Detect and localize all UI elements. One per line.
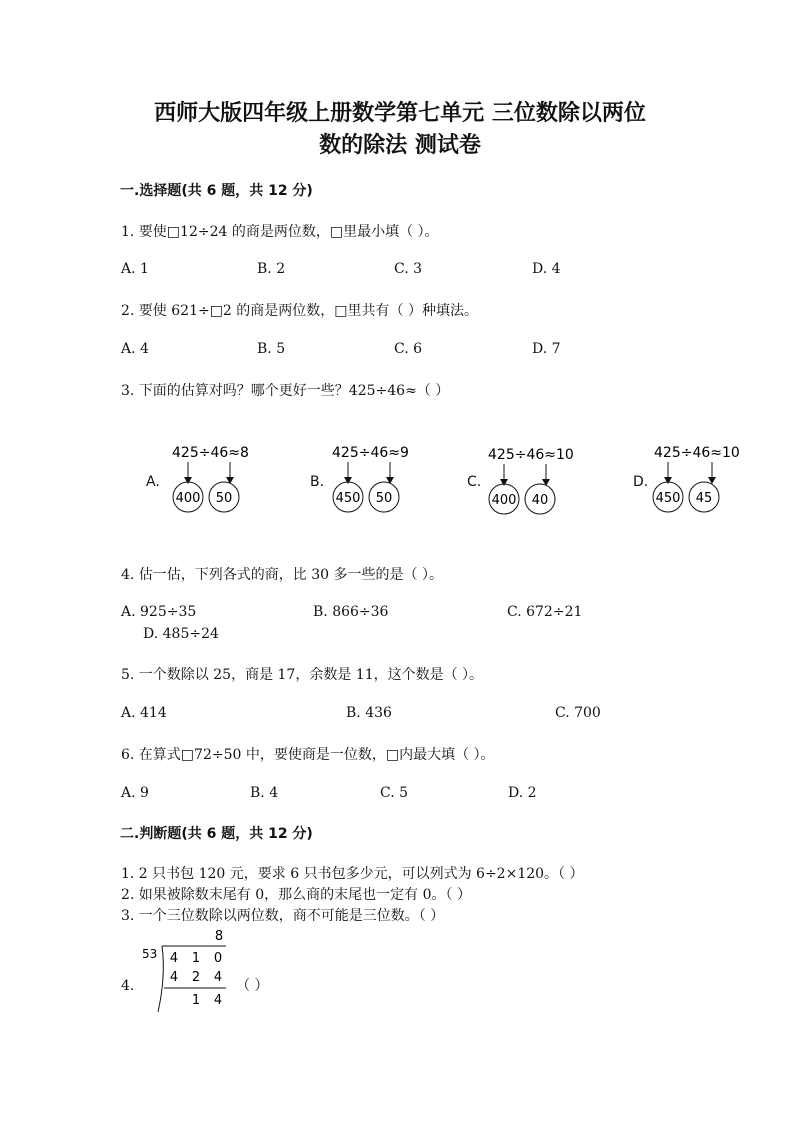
q5-option-c[interactable]: C. 700 bbox=[555, 705, 601, 721]
q4-option-d[interactable]: D. 485÷24 bbox=[143, 626, 219, 642]
q1-option-d[interactable]: D. 4 bbox=[532, 261, 561, 277]
q3-a-left: 400 bbox=[175, 491, 201, 506]
q3-b-expr: 425÷46≈9 bbox=[332, 445, 409, 461]
q3-a-expr: 425÷46≈8 bbox=[172, 445, 249, 461]
product-digit-2: 2 bbox=[191, 970, 201, 985]
judgement-item-3: 3. 一个三位数除以两位数，商不可能是三位数。（ ） bbox=[121, 908, 445, 924]
remainder-digit-2: 4 bbox=[213, 993, 223, 1008]
judgement-item-4-blank[interactable]: （ ） bbox=[236, 978, 269, 994]
q3-a-right: 50 bbox=[215, 491, 233, 506]
judgement-item-1: 1. 2 只书包 120 元，要求 6 只书包多少元，可以列式为 6÷2×120。（ ） bbox=[121, 866, 584, 882]
q1-option-b[interactable]: B. 2 bbox=[257, 261, 286, 277]
q4-option-b[interactable]: B. 866÷36 bbox=[313, 604, 389, 620]
section-heading-judgement: 二.判断题(共 6 题，共 12 分) bbox=[120, 826, 313, 842]
q3-b-left: 450 bbox=[335, 491, 361, 506]
q6-option-c[interactable]: C. 5 bbox=[380, 785, 409, 801]
q1-option-a[interactable]: A. 1 bbox=[121, 261, 149, 277]
product-digit-3: 4 bbox=[213, 970, 223, 985]
long-division-figure bbox=[140, 926, 240, 1016]
q2-option-a[interactable]: A. 4 bbox=[121, 341, 149, 357]
question-4: 4. 估一估，下列各式的商，比 30 多一些的是（ ）。 bbox=[121, 567, 443, 583]
q3-d-expr: 425÷46≈10 bbox=[654, 445, 740, 461]
q3-c-expr: 425÷46≈10 bbox=[488, 447, 574, 463]
dividend-digit-2: 1 bbox=[191, 951, 201, 966]
q6-option-b[interactable]: B. 4 bbox=[250, 785, 279, 801]
q3-option-c-figure bbox=[484, 442, 594, 522]
q3-option-b-figure bbox=[328, 440, 428, 520]
long-division-divisor: 53 bbox=[142, 947, 158, 961]
q3-b-right: 50 bbox=[375, 491, 393, 506]
q1-option-c[interactable]: C. 3 bbox=[394, 261, 423, 277]
q3-c-left: 400 bbox=[491, 493, 517, 508]
judgement-item-2: 2. 如果被除数末尾有 0，那么商的末尾也一定有 0。（ ） bbox=[121, 887, 471, 903]
q3-option-b-label[interactable]: B. bbox=[310, 474, 325, 490]
q6-option-d[interactable]: D. 2 bbox=[508, 785, 537, 801]
q4-option-a[interactable]: A. 925÷35 bbox=[121, 604, 197, 620]
q3-c-right: 40 bbox=[531, 493, 549, 508]
question-5: 5. 一个数除以 25，商是 17，余数是 11，这个数是（ ）。 bbox=[121, 667, 484, 683]
q2-option-c[interactable]: C. 6 bbox=[394, 341, 423, 357]
q3-option-a-label[interactable]: A. bbox=[146, 474, 160, 490]
page-title-line2: 数的除法 测试卷 bbox=[319, 133, 481, 158]
q2-option-b[interactable]: B. 5 bbox=[257, 341, 286, 357]
page-title-line1: 西师大版四年级上册数学第七单元 三位数除以两位 bbox=[154, 101, 646, 126]
q3-option-d-figure bbox=[650, 440, 760, 520]
q3-d-right: 45 bbox=[695, 491, 713, 506]
q3-option-c-label[interactable]: C. bbox=[467, 474, 482, 490]
q3-option-a-figure bbox=[168, 440, 268, 520]
section-heading-choice: 一.选择题(共 6 题，共 12 分) bbox=[120, 183, 313, 199]
q3-d-left: 450 bbox=[655, 491, 681, 506]
q4-option-c[interactable]: C. 672÷21 bbox=[507, 604, 583, 620]
q6-option-a[interactable]: A. 9 bbox=[121, 785, 149, 801]
dividend-digit-1: 4 bbox=[169, 951, 179, 966]
product-digit-1: 4 bbox=[169, 970, 179, 985]
q5-option-a[interactable]: A. 414 bbox=[121, 705, 167, 721]
dividend-digit-3: 0 bbox=[213, 951, 223, 966]
q3-option-d-label[interactable]: D. bbox=[633, 474, 649, 490]
q5-option-b[interactable]: B. 436 bbox=[346, 705, 392, 721]
long-division-quotient: 8 bbox=[214, 929, 224, 944]
judgement-item-4-label: 4. bbox=[121, 978, 135, 994]
q2-option-d[interactable]: D. 7 bbox=[532, 341, 561, 357]
question-1: 1. 要使□12÷24 的商是两位数，□里最小填（ ）。 bbox=[121, 224, 439, 240]
question-3: 3. 下面的估算对吗？哪个更好一些？425÷46≈（ ） bbox=[121, 383, 450, 399]
remainder-digit-1: 1 bbox=[191, 993, 201, 1008]
question-6: 6. 在算式□72÷50 中，要使商是一位数，□内最大填（ ）。 bbox=[121, 747, 495, 763]
question-2: 2. 要使 621÷□2 的商是两位数，□里共有（ ）种填法。 bbox=[121, 303, 478, 319]
